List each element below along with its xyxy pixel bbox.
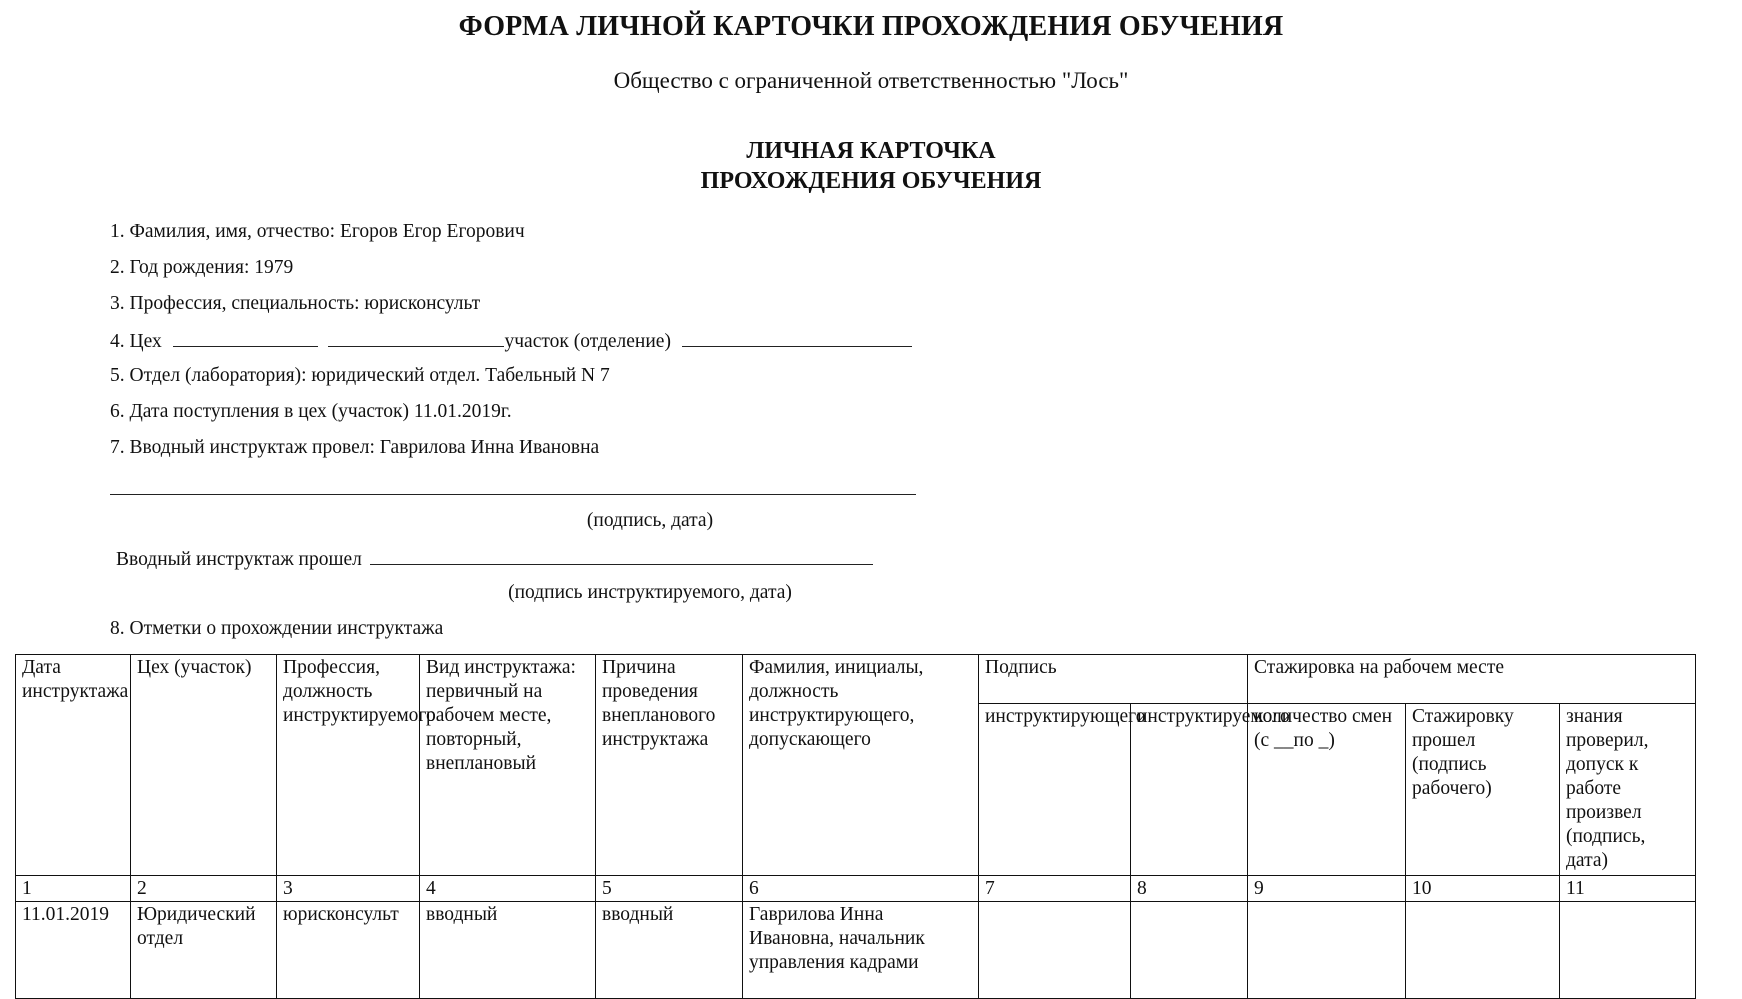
- column-numbers-row: [16, 876, 1696, 902]
- header-signature-trainee: инструктируемого: [1131, 704, 1248, 876]
- card-title-line-1: ЛИЧНАЯ КАРТОЧКА: [746, 138, 996, 164]
- field-instructor: 7. Вводный инструктаж провел: Гаврилова Инна Ивановна: [110, 437, 600, 458]
- header-reason: Причина проведения внепланового инструктажа: [596, 655, 743, 876]
- cell-signature-trainee: [1131, 902, 1248, 999]
- section-blank: [682, 328, 912, 347]
- header-shifts: количество смен (с __по _): [1248, 704, 1406, 876]
- organization-name: Общество с ограниченной ответственностью "Лось": [613, 68, 1129, 93]
- column-number: 11: [1560, 876, 1696, 902]
- header-internship-passed: Стажировку прошел (подпись рабочего): [1406, 704, 1560, 876]
- instruction-records-table: [15, 654, 1696, 999]
- induction-passed-row: [116, 546, 873, 571]
- cell-reason: вводный: [596, 902, 743, 999]
- document-title: ФОРМА ЛИЧНОЙ КАРТОЧКИ ПРОХОЖДЕНИЯ ОБУЧЕНИЯ: [458, 11, 1284, 42]
- section-label: участок (отделение): [504, 331, 671, 352]
- personal-fields: [110, 220, 1010, 472]
- cell-date: 11.01.2019: [16, 902, 131, 999]
- table-row: [16, 902, 1696, 999]
- column-number: 7: [979, 876, 1131, 902]
- cell-instructor: Гаврилова Инна Ивановна, начальник управления кадрами: [743, 902, 979, 999]
- header-internship: Стажировка на рабочем месте: [1248, 655, 1696, 704]
- cell-knowledge-checked: [1560, 902, 1696, 999]
- field-start-date: 6. Дата поступления в цех (участок) 11.01.2019г.: [110, 401, 512, 422]
- card-title: [0, 136, 1742, 196]
- induction-passed-label: Вводный инструктаж прошел: [116, 549, 362, 570]
- column-number: 6: [743, 876, 979, 902]
- field-birth-year: 2. Год рождения: 1979: [110, 257, 294, 278]
- workshop-blank-2: [328, 328, 504, 347]
- field-profession: 3. Профессия, специальность: юрисконсульт: [110, 293, 481, 314]
- card-title-line-2: ПРОХОЖДЕНИЯ ОБУЧЕНИЯ: [700, 168, 1042, 194]
- cell-instruction-type: вводный: [420, 902, 596, 999]
- column-number: 3: [277, 876, 420, 902]
- column-number: 4: [420, 876, 596, 902]
- signature-date-caption: (подпись, дата): [586, 510, 714, 531]
- instructor-signature-line: [110, 494, 916, 495]
- header-signature-instructor: инструктирующего: [979, 704, 1131, 876]
- header-workshop: Цех (участок): [131, 655, 277, 876]
- header-instructor: Фамилия, инициалы, должность инструктирующего, допускающего: [743, 655, 979, 876]
- column-number: 1: [16, 876, 131, 902]
- column-number: 8: [1131, 876, 1248, 902]
- column-number: 9: [1248, 876, 1406, 902]
- field-full-name: 1. Фамилия, имя, отчество: Егоров Егор Егорович: [110, 221, 525, 242]
- trainee-signature-caption: (подпись инструктируемого, дата): [508, 582, 792, 603]
- workshop-label: 4. Цех: [110, 331, 162, 352]
- column-number: 5: [596, 876, 743, 902]
- field-workshop: [110, 328, 1010, 364]
- column-number: 10: [1406, 876, 1560, 902]
- field-department: 5. Отдел (лаборатория): юридический отдел. Табельный N 7: [110, 365, 610, 386]
- cell-workshop: Юридический отдел: [131, 902, 277, 999]
- header-signature: Подпись: [979, 655, 1248, 704]
- header-date: Дата инструктажа: [16, 655, 131, 876]
- cell-profession: юрисконсульт: [277, 902, 420, 999]
- header-knowledge-checked: знания проверил, допуск к работе произвел (подпись, дата): [1560, 704, 1696, 876]
- workshop-blank-1: [173, 328, 318, 347]
- column-number: 2: [131, 876, 277, 902]
- cell-signature-instructor: [979, 902, 1131, 999]
- cell-internship-passed: [1406, 902, 1560, 999]
- section-8-heading: 8. Отметки о прохождении инструктажа: [110, 618, 444, 639]
- header-instruction-type: Вид инструктажа: первичный на рабочем месте, повторный, внеплановый: [420, 655, 596, 876]
- trainee-signature-line: [370, 546, 873, 565]
- table-header-row-1: [16, 655, 1696, 704]
- header-profession: Профессия, должность инструктируемого: [277, 655, 420, 876]
- cell-shifts: [1248, 902, 1406, 999]
